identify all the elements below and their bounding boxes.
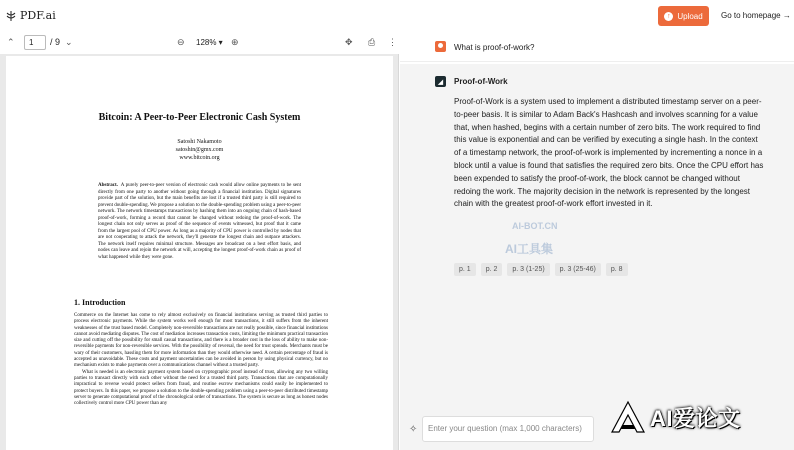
citation-chip[interactable]: p. 1 (454, 263, 476, 276)
abstract-text: A purely peer-to-peer version of electronic cash would allow online payments to be sent directly from one party to another without going through a financial institution. Digital signatures provide part of the solution, but the main benefits are lost if a trusted third party is still required to prevent double-spending. We propose a solution to the double-spending problem using a peer-to-peer network. The network timestamps transactions by hashing them into an ongoing chain of hash-based proof-of-work, forming a record that cannot be changed without redoing the proof-of-work. The longest chain not only serves as proof of the sequence of events witnessed, but proof that it came from the largest pool of CPU power. As long as a majority of CPU power is controlled by nodes that are not cooperating to attack the network, they'll generate the longest chain and outpace attackers. The network itself requires minimal structure. Messages are broadcast on a best effort basis, and nodes can leave and rejoin the network at will, accepting the longest proof-of-work chain as proof of what happened while they were gone. (98, 183, 301, 260)
chat-panel (400, 32, 794, 450)
brand-watermark (610, 395, 780, 439)
go-to-homepage-link[interactable]: Go to homepage → (721, 11, 791, 20)
pdf-page (6, 56, 393, 450)
upload-button[interactable] (658, 6, 709, 26)
intro-paragraph-2: What is needed is an electronic payment system based on cryptographic proof instead of trust, allowing any two willing parties to transact directly with each other without the need for a trusted third party. Transactions that are computationally impractical to reverse would protect sellers from fraud, and routine escrow mechanisms could easily be implemented to protect buyers. In this paper, we propose a solution to the double-spending problem using a peer-to-peer distributed timestamp server to generate computational proof of the chronological order of transactions. The system is secure as long as honest nodes collectively control more CPU power than any (74, 369, 328, 407)
citation-chip[interactable]: p. 3 (1-25) (507, 263, 549, 276)
page-total: / 9 (50, 37, 61, 47)
page-up-icon[interactable]: ⌃ (7, 37, 15, 47)
document-author-block (6, 138, 393, 162)
intro-paragraph-1: Commerce on the Internet has come to rely almost exclusively on financial institutions serving as trusted third parties to process electronic payments. While the system works well enough for most transactions, it still suffers from the inherent weaknesses of the trust based model. Completely non-reversible transactions are not really possible, since financial institutions cannot avoid mediating disputes. The cost of mediation increases transaction costs, limiting the minimum practical transaction size and cutting off the possibility for small casual transactions, and there is a broader cost in the loss of ability to make non-reversible payments for non-reversible services. With the possibility of reversal, the need for trust spreads. Merchants must be wary of their customers, hassling them for more information than they would otherwise need. A certain percentage of fraud is accepted as unavoidable. These costs and payment uncertainties can be avoided in person by using physical currency, but no mechanism exists to make payments over a communications channel without a trusted party. (74, 313, 328, 369)
document-author: Satoshi Nakamoto (177, 139, 222, 145)
answer-text: Proof-of-Work is a system used to implement a distributed timestamp server on a peer-to-peer basis. It is similar to Adam Back's Hashcash and involves scanning for a value that, when hashed, begins with a certain number of zero bits. The work required to find this value is exponential and can be verified by executing a single hash. In the context of a timestamp network, the proof-of-work is implemented by incrementing a nonce in a block until a value is found that satisfies the required zero bits. Once the CPU effort has been expended to satisfy the proof-of-work, the block cannot be changed without redoing the work. The majority decision in the network is represented by the longest chain with the greatest proof-of-work effort invested in it. (454, 97, 764, 209)
document-website: www.bitcoin.org (179, 155, 220, 161)
watermark-text-cn: AI工具集 (505, 242, 554, 256)
zoom-out-icon[interactable]: ⊖ (177, 37, 185, 47)
answer-title: Proof-of-Work (454, 77, 508, 86)
watermark-text: AI-BOT.CN (512, 221, 558, 231)
document-abstract (98, 183, 301, 261)
bot-avatar-icon: ◢ (435, 76, 446, 87)
print-icon[interactable]: ⎙ (368, 37, 376, 47)
pdf-viewer[interactable] (0, 54, 399, 450)
citation-chip[interactable]: p. 2 (481, 263, 503, 276)
upload-icon: ↑ (664, 12, 673, 21)
logo-icon (5, 10, 17, 22)
brand-logo-icon (610, 400, 646, 434)
page-down-icon[interactable]: ⌄ (65, 37, 73, 47)
citation-chip[interactable]: p. 8 (606, 263, 628, 276)
zoom-level-select[interactable]: 128% ▾ (196, 38, 223, 47)
page-number-input[interactable]: 1 (24, 35, 46, 50)
user-question-row (400, 32, 794, 62)
section-heading: 1. Introduction (74, 298, 126, 307)
move-icon[interactable]: ✥ (345, 37, 353, 47)
magic-wand-icon[interactable]: ✧ (409, 424, 418, 435)
citation-list (454, 263, 628, 276)
introduction-body (74, 313, 328, 407)
brand-text: AI爱论文 (650, 405, 741, 431)
user-avatar-icon (435, 41, 446, 52)
app-logo[interactable] (5, 9, 56, 22)
document-email: satoshin@gmx.com (175, 147, 224, 153)
pdf-toolbar (0, 32, 399, 54)
logo-text: PDF.ai (20, 9, 56, 22)
question-input[interactable]: Enter your question (max 1,000 characters) (422, 416, 594, 442)
document-title: Bitcoin: A Peer-to-Peer Electronic Cash System (98, 112, 301, 123)
upload-label: Upload (677, 11, 703, 21)
top-header (0, 0, 794, 32)
zoom-in-icon[interactable]: ⊕ (231, 37, 239, 47)
more-options-icon[interactable]: ⋮ (388, 37, 397, 47)
user-question: What is proof-of-work? (454, 43, 535, 52)
abstract-label: Abstract. (98, 183, 118, 188)
citation-chip[interactable]: p. 3 (25-46) (555, 263, 601, 276)
